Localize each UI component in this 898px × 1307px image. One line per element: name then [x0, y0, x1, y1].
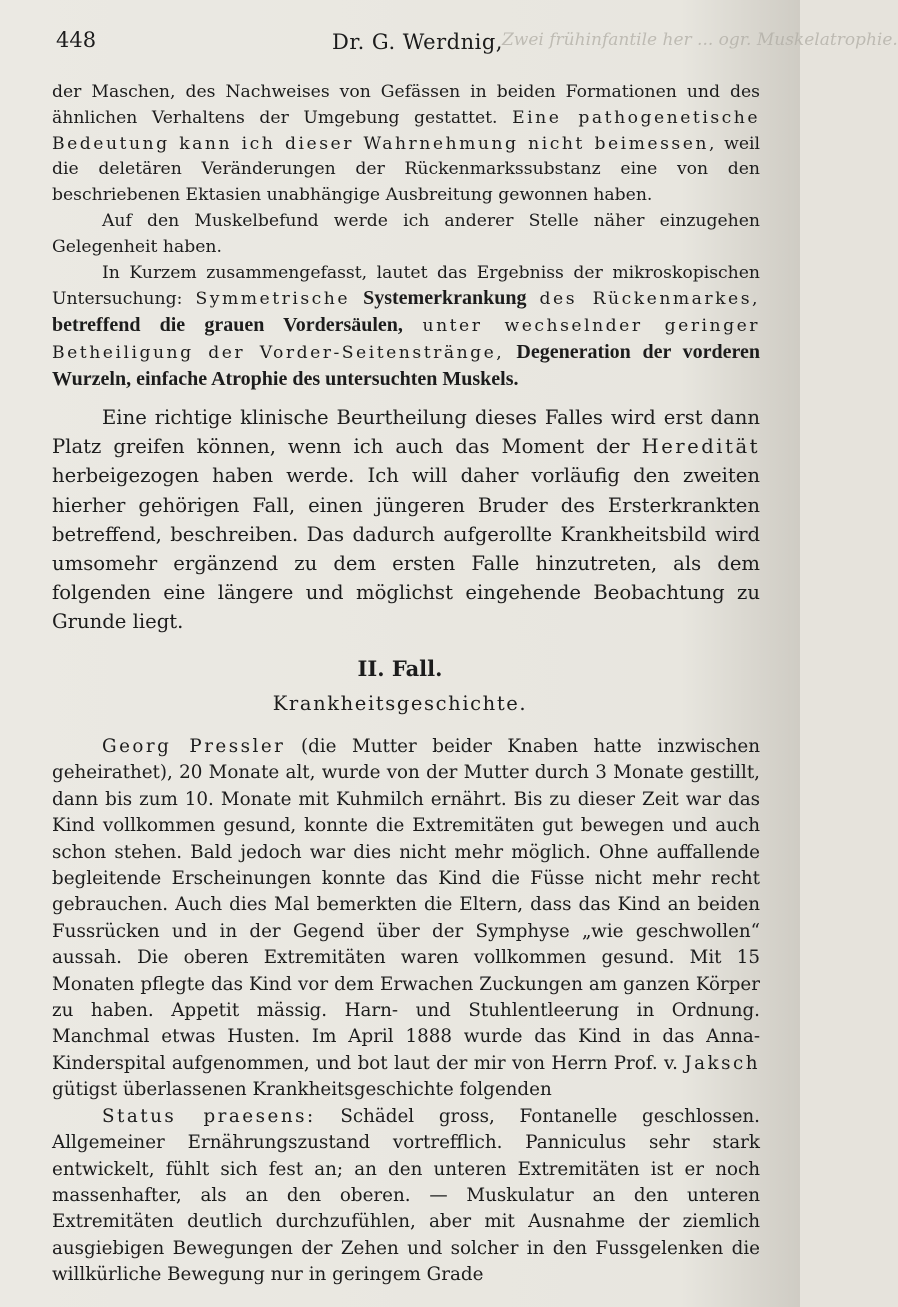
paragraph-continuation: der Maschen, des Nachweises von Gefässen in beiden Formationen und des ähnlichen Verhaltens der Umgebung gestattet. Eine pathogenetische Bedeutung kann ich dieser Wahrnehmung nicht beimessen, weil die deletären Veränderungen der Rückenmarkssubstanz eine von den beschriebenen Ektasien unabhängige Ausbreitung gewonnen haben.	[52, 82, 761, 206]
running-head: Dr. G. Werdnig,	[332, 30, 503, 54]
section-heading: II. Fall.	[357, 656, 443, 681]
previous-section-text	[52, 80, 760, 394]
bleed-through-text: Zwei frühinfantile her ... ogr. Muskelatrophie.	[502, 30, 898, 50]
section-subheading: Krankheitsgeschichte.	[272, 692, 528, 715]
paragraph-muscle-finding: Auf den Muskelbefund werde ich anderer Stelle näher einzugehen Gelegenheit haben.	[52, 210, 760, 257]
page-number: 448	[56, 28, 97, 52]
paragraph-summary: In Kurzem zusammengefasst, lautet das Ergebniss der mikroskopischen Untersuchung: Symmetrische Systemerkrankung des Rückenmarkes, betreffend die grauen Vordersäulen, unter wechselnder geringer Betheiligung der Vorder-Seitenstränge, Degeneration der vorderen Wurzeln, einfache Atrophie des untersuchten Muskels.	[52, 262, 761, 390]
paragraph-anamnesis: Georg Pressler (die Mutter beider Knaben hatte inzwischen geheirathet), 20 Monate alt, wurde von der Mutter durch 3 Monate gestillt, dann bis zum 10. Monate mit Kuhmilch ernährt. Bis zu dieser Zeit war das Kind vollkommen gesund, konnte die Extremitäten gut bewegen und auch schon stehen. Bald jedoch war dies nicht mehr möglich. Ohne auffallende begleitende Erscheinungen konnte das Kind die Füsse nicht mehr recht gebrauchen. Auch dies Mal bemerkten die Eltern, dass das Kind an beiden Fussrücken und in der Gegend über der Symphyse „wie geschwollen“ aussah. Die oberen Extremitäten waren vollkommen gesund. Mit 15 Monaten pflegte das Kind vor dem Erwachen Zuckungen am ganzen Körper zu haben. Appetit mässig. Harn- und Stuhlentleerung in Ordnung. Manchmal etwas Husten. Im April 1888 wurde das Kind in das Anna-Kinderspital aufgenommen, und bot laut der mir von Herrn Prof. v. Jaksch gütigst überlassenen Krankheitsgeschichte folgenden	[52, 736, 761, 1101]
case-history-text	[52, 734, 760, 1289]
intro-paragraph: Eine richtige klinische Beurtheilung dieses Falles wird erst dann Platz greifen können, wenn ich auch das Moment der Heredität herbeigezogen haben werde. Ich will daher vorläufig den zweiten hierher gehörigen Fall, einen jüngeren Bruder des Ersterkrankten betreffend, beschreiben. Das dadurch aufgerollte Krankheitsbild wird umsomehr ergänzend zu dem ersten Falle hinzutreten, als dem folgenden eine längere und möglichst eingehende Beobachtung zu Grunde liegt.	[52, 406, 761, 634]
paragraph-status-praesens: Status praesens: Schädel gross, Fontanelle geschlossen. Allgemeiner Ernährungszustand vortrefflich. Panniculus sehr stark entwickelt, fühlt sich fest an; an den unteren Extremitäten ist er noch massenhafter, als an den oberen. — Muskulatur an den unteren Extremitäten deutlich durchzufühlen, aber mit Ausnahme der ziemlich ausgiebigen Bewegungen der Zehen und solcher in den Fussgelenken die willkürliche Bewegung nur in geringem Grade	[52, 1105, 760, 1286]
page-header	[52, 22, 898, 62]
